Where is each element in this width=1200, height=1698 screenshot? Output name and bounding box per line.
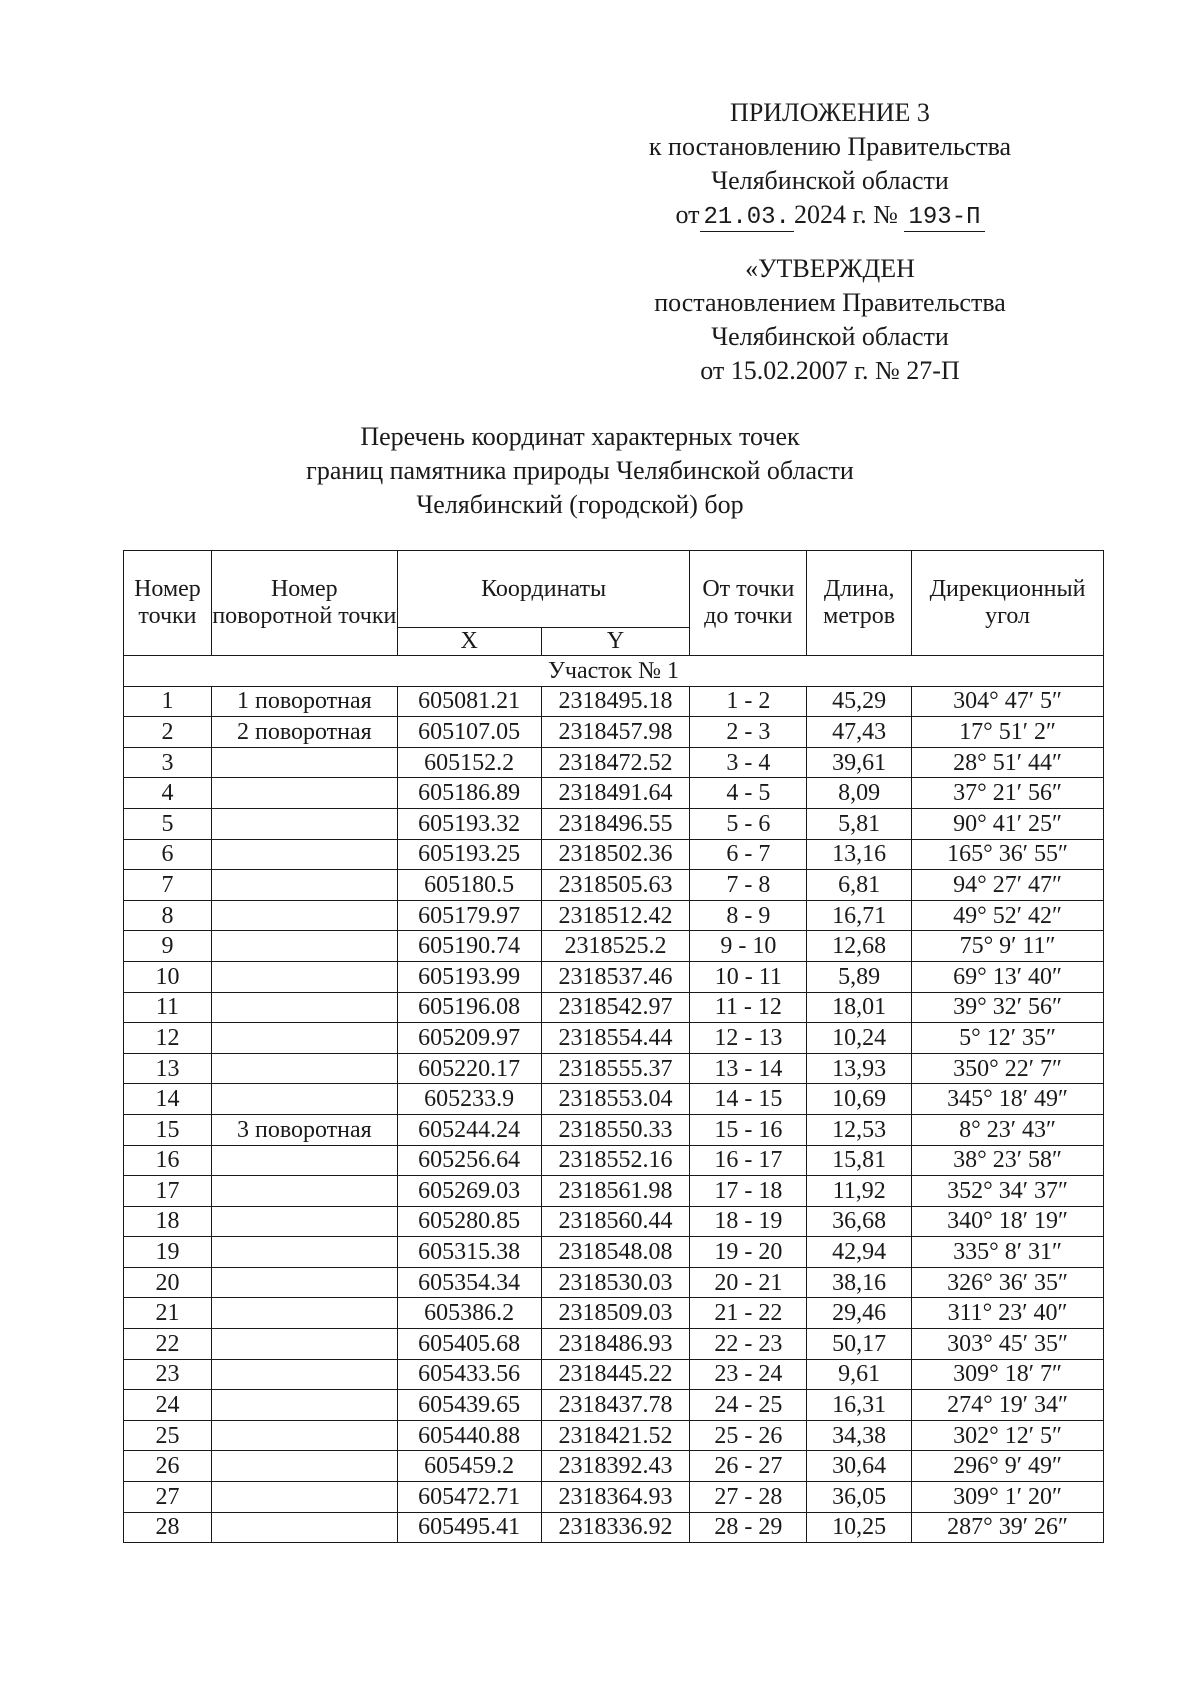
point-number-cell: 20: [124, 1267, 212, 1298]
title-line-1: Перечень координат характерных точек: [360, 422, 800, 451]
turn-point-cell: [211, 1237, 397, 1268]
length-cell: 39,61: [807, 747, 912, 778]
table-row: [124, 1329, 1104, 1360]
length-cell: 5,81: [807, 808, 912, 839]
turn-point-cell: [211, 1512, 397, 1543]
y-coordinate-cell: 2318336.92: [541, 1512, 690, 1543]
length-cell: 15,81: [807, 1145, 912, 1176]
approved-line-4: от 15.02.2007 г. № 27-П: [700, 356, 960, 385]
length-cell: 11,92: [807, 1176, 912, 1207]
segment-cell: 25 - 26: [690, 1420, 807, 1451]
x-coordinate-cell: 605179.97: [397, 900, 541, 931]
angle-cell: 296° 9′ 49″: [912, 1451, 1104, 1482]
x-coordinate-cell: 605196.08: [397, 992, 541, 1023]
turn-point-cell: [211, 1298, 397, 1329]
segment-cell: 21 - 22: [690, 1298, 807, 1329]
angle-cell: 287° 39′ 26″: [912, 1512, 1104, 1543]
approved-line-1: «УТВЕРЖДЕН: [745, 254, 915, 283]
angle-cell: 335° 8′ 31″: [912, 1237, 1104, 1268]
turn-point-cell: [211, 992, 397, 1023]
point-number-cell: 19: [124, 1237, 212, 1268]
y-coordinate-cell: 2318457.98: [541, 717, 690, 748]
y-coordinate-cell: 2318364.93: [541, 1482, 690, 1513]
turn-point-cell: [211, 1359, 397, 1390]
x-coordinate-cell: 605440.88: [397, 1420, 541, 1451]
turn-point-cell: [211, 808, 397, 839]
header-turn-point: Номер поворотной точки: [211, 551, 397, 656]
point-number-cell: 14: [124, 1084, 212, 1115]
header-angle: Дирекционный угол: [912, 551, 1104, 656]
x-coordinate-cell: 605354.34: [397, 1267, 541, 1298]
length-cell: 18,01: [807, 992, 912, 1023]
coordinates-table: [123, 550, 1104, 1543]
turn-point-cell: [211, 1176, 397, 1207]
y-coordinate-cell: 2318495.18: [541, 686, 690, 717]
segment-cell: 4 - 5: [690, 778, 807, 809]
table-row: [124, 870, 1104, 901]
turn-point-cell: [211, 1482, 397, 1513]
angle-cell: 39° 32′ 56″: [912, 992, 1104, 1023]
table-row: [124, 1451, 1104, 1482]
header-coordinates: Координаты: [397, 551, 690, 628]
y-coordinate-cell: 2318392.43: [541, 1451, 690, 1482]
segment-cell: 10 - 11: [690, 961, 807, 992]
y-coordinate-cell: 2318505.63: [541, 870, 690, 901]
y-coordinate-cell: 2318550.33: [541, 1114, 690, 1145]
x-coordinate-cell: 605186.89: [397, 778, 541, 809]
segment-cell: 23 - 24: [690, 1359, 807, 1390]
length-cell: 5,89: [807, 961, 912, 992]
point-number-cell: 6: [124, 839, 212, 870]
segment-cell: 11 - 12: [690, 992, 807, 1023]
x-coordinate-cell: 605220.17: [397, 1053, 541, 1084]
angle-cell: 49° 52′ 42″: [912, 900, 1104, 931]
length-cell: 42,94: [807, 1237, 912, 1268]
x-coordinate-cell: 605233.9: [397, 1084, 541, 1115]
segment-cell: 5 - 6: [690, 808, 807, 839]
length-cell: 34,38: [807, 1420, 912, 1451]
angle-cell: 340° 18′ 19″: [912, 1206, 1104, 1237]
length-cell: 9,61: [807, 1359, 912, 1390]
turn-point-cell: [211, 1267, 397, 1298]
y-coordinate-cell: 2318560.44: [541, 1206, 690, 1237]
turn-point-cell: 3 поворотная: [211, 1114, 397, 1145]
y-coordinate-cell: 2318553.04: [541, 1084, 690, 1115]
x-coordinate-cell: 605269.03: [397, 1176, 541, 1207]
angle-cell: 165° 36′ 55″: [912, 839, 1104, 870]
appendix-title: ПРИЛОЖЕНИЕ 3: [730, 98, 930, 127]
appendix-line-3: Челябинской области: [711, 166, 949, 195]
table-row: [124, 1176, 1104, 1207]
point-number-cell: 23: [124, 1359, 212, 1390]
typed-number: 193-П: [904, 204, 984, 232]
turn-point-cell: [211, 931, 397, 962]
length-cell: 10,25: [807, 1512, 912, 1543]
point-number-cell: 24: [124, 1390, 212, 1421]
turn-point-cell: [211, 778, 397, 809]
turn-point-cell: [211, 1023, 397, 1054]
segment-cell: 13 - 14: [690, 1053, 807, 1084]
segment-cell: 2 - 3: [690, 717, 807, 748]
turn-point-cell: [211, 1084, 397, 1115]
x-coordinate-cell: 605405.68: [397, 1329, 541, 1360]
point-number-cell: 21: [124, 1298, 212, 1329]
angle-cell: 311° 23′ 40″: [912, 1298, 1104, 1329]
table-row: [124, 1053, 1104, 1084]
length-cell: 16,71: [807, 900, 912, 931]
table-row: [124, 808, 1104, 839]
table-body: [124, 656, 1104, 1543]
x-coordinate-cell: 605386.2: [397, 1298, 541, 1329]
point-number-cell: 15: [124, 1114, 212, 1145]
point-number-cell: 25: [124, 1420, 212, 1451]
angle-cell: 302° 12′ 5″: [912, 1420, 1104, 1451]
x-coordinate-cell: 605193.25: [397, 839, 541, 870]
y-coordinate-cell: 2318486.93: [541, 1329, 690, 1360]
segment-cell: 1 - 2: [690, 686, 807, 717]
x-coordinate-cell: 605472.71: [397, 1482, 541, 1513]
y-coordinate-cell: 2318525.2: [541, 931, 690, 962]
y-coordinate-cell: 2318496.55: [541, 808, 690, 839]
table-row: [124, 1084, 1104, 1115]
x-coordinate-cell: 605193.32: [397, 808, 541, 839]
point-number-cell: 26: [124, 1451, 212, 1482]
segment-cell: 24 - 25: [690, 1390, 807, 1421]
segment-cell: 22 - 23: [690, 1329, 807, 1360]
segment-cell: 12 - 13: [690, 1023, 807, 1054]
header-point-number: Номер точки: [124, 551, 212, 656]
table-row: [124, 1023, 1104, 1054]
point-number-cell: 3: [124, 747, 212, 778]
angle-cell: 94° 27′ 47″: [912, 870, 1104, 901]
point-number-cell: 28: [124, 1512, 212, 1543]
segment-cell: 17 - 18: [690, 1176, 807, 1207]
angle-cell: 345° 18′ 49″: [912, 1084, 1104, 1115]
x-coordinate-cell: 605495.41: [397, 1512, 541, 1543]
table-row: [124, 1237, 1104, 1268]
table-row: [124, 1206, 1104, 1237]
turn-point-cell: [211, 1390, 397, 1421]
length-cell: 38,16: [807, 1267, 912, 1298]
length-cell: 47,43: [807, 717, 912, 748]
point-number-cell: 12: [124, 1023, 212, 1054]
turn-point-cell: [211, 961, 397, 992]
typed-date: 21.03.: [700, 204, 794, 232]
appendix-line-2: к постановлению Правительства: [648, 132, 1012, 161]
angle-cell: 326° 36′ 35″: [912, 1267, 1104, 1298]
turn-point-cell: [211, 1420, 397, 1451]
point-number-cell: 9: [124, 931, 212, 962]
turn-point-cell: [211, 1053, 397, 1084]
segment-cell: 27 - 28: [690, 1482, 807, 1513]
table-row: [124, 1359, 1104, 1390]
point-number-cell: 2: [124, 717, 212, 748]
table-row: [124, 1390, 1104, 1421]
x-coordinate-cell: 605439.65: [397, 1390, 541, 1421]
y-coordinate-cell: 2318502.36: [541, 839, 690, 870]
header-x: X: [397, 628, 541, 656]
table-row: [124, 839, 1104, 870]
angle-cell: 350° 22′ 7″: [912, 1053, 1104, 1084]
segment-cell: 28 - 29: [690, 1512, 807, 1543]
title-line-2: границ памятника природы Челябинской области: [306, 456, 854, 485]
angle-cell: 274° 19′ 34″: [912, 1390, 1104, 1421]
point-number-cell: 10: [124, 961, 212, 992]
y-coordinate-cell: 2318421.52: [541, 1420, 690, 1451]
x-coordinate-cell: 605209.97: [397, 1023, 541, 1054]
point-number-cell: 13: [124, 1053, 212, 1084]
y-coordinate-cell: 2318445.22: [541, 1359, 690, 1390]
length-cell: 10,24: [807, 1023, 912, 1054]
segment-cell: 3 - 4: [690, 747, 807, 778]
y-coordinate-cell: 2318512.42: [541, 900, 690, 931]
length-cell: 45,29: [807, 686, 912, 717]
x-coordinate-cell: 605315.38: [397, 1237, 541, 1268]
approved-line-2: постановлением Правительства: [654, 288, 1006, 317]
length-cell: 50,17: [807, 1329, 912, 1360]
y-coordinate-cell: 2318437.78: [541, 1390, 690, 1421]
table-row: [124, 1114, 1104, 1145]
title-line-3: Челябинский (городской) бор: [416, 490, 744, 519]
header-from-to: От точки до точки: [690, 551, 807, 656]
length-cell: 16,31: [807, 1390, 912, 1421]
approved-block: [600, 252, 1060, 388]
x-coordinate-cell: 605459.2: [397, 1451, 541, 1482]
turn-point-cell: [211, 1329, 397, 1360]
section-label: Участок № 1: [124, 656, 1104, 687]
length-cell: 12,68: [807, 931, 912, 962]
y-coordinate-cell: 2318472.52: [541, 747, 690, 778]
segment-cell: 9 - 10: [690, 931, 807, 962]
point-number-cell: 27: [124, 1482, 212, 1513]
turn-point-cell: [211, 900, 397, 931]
date-year: 2024 г. №: [793, 200, 898, 229]
turn-point-cell: [211, 870, 397, 901]
x-coordinate-cell: 605256.64: [397, 1145, 541, 1176]
point-number-cell: 5: [124, 808, 212, 839]
turn-point-cell: [211, 839, 397, 870]
point-number-cell: 17: [124, 1176, 212, 1207]
length-cell: 36,68: [807, 1206, 912, 1237]
table-row: [124, 1145, 1104, 1176]
approved-line-3: Челябинской области: [711, 322, 949, 351]
table-row: [124, 1420, 1104, 1451]
turn-point-cell: [211, 747, 397, 778]
x-coordinate-cell: 605193.99: [397, 961, 541, 992]
point-number-cell: 7: [124, 870, 212, 901]
angle-cell: 8° 23′ 43″: [912, 1114, 1104, 1145]
angle-cell: 90° 41′ 25″: [912, 808, 1104, 839]
x-coordinate-cell: 605190.74: [397, 931, 541, 962]
angle-cell: 37° 21′ 56″: [912, 778, 1104, 809]
point-number-cell: 22: [124, 1329, 212, 1360]
point-number-cell: 1: [124, 686, 212, 717]
table-row: [124, 900, 1104, 931]
turn-point-cell: [211, 1145, 397, 1176]
angle-cell: 38° 23′ 58″: [912, 1145, 1104, 1176]
table-row: [124, 961, 1104, 992]
table-row: [124, 686, 1104, 717]
y-coordinate-cell: 2318491.64: [541, 778, 690, 809]
table-row: [124, 992, 1104, 1023]
segment-cell: 18 - 19: [690, 1206, 807, 1237]
segment-cell: 15 - 16: [690, 1114, 807, 1145]
y-coordinate-cell: 2318530.03: [541, 1267, 690, 1298]
y-coordinate-cell: 2318509.03: [541, 1298, 690, 1329]
turn-point-cell: [211, 1206, 397, 1237]
angle-cell: 304° 47′ 5″: [912, 686, 1104, 717]
length-cell: 13,16: [807, 839, 912, 870]
segment-cell: 7 - 8: [690, 870, 807, 901]
y-coordinate-cell: 2318554.44: [541, 1023, 690, 1054]
angle-cell: 309° 1′ 20″: [912, 1482, 1104, 1513]
length-cell: 10,69: [807, 1084, 912, 1115]
x-coordinate-cell: 605107.05: [397, 717, 541, 748]
length-cell: 36,05: [807, 1482, 912, 1513]
segment-cell: 6 - 7: [690, 839, 807, 870]
x-coordinate-cell: 605152.2: [397, 747, 541, 778]
segment-cell: 8 - 9: [690, 900, 807, 931]
table-row: [124, 931, 1104, 962]
x-coordinate-cell: 605433.56: [397, 1359, 541, 1390]
y-coordinate-cell: 2318542.97: [541, 992, 690, 1023]
length-cell: 13,93: [807, 1053, 912, 1084]
point-number-cell: 16: [124, 1145, 212, 1176]
table-row: [124, 1482, 1104, 1513]
y-coordinate-cell: 2318561.98: [541, 1176, 690, 1207]
segment-cell: 16 - 17: [690, 1145, 807, 1176]
angle-cell: 5° 12′ 35″: [912, 1023, 1104, 1054]
point-number-cell: 4: [124, 778, 212, 809]
point-number-cell: 18: [124, 1206, 212, 1237]
table-row: [124, 778, 1104, 809]
length-cell: 6,81: [807, 870, 912, 901]
document-title: [250, 420, 910, 522]
angle-cell: 309° 18′ 7″: [912, 1359, 1104, 1390]
angle-cell: 303° 45′ 35″: [912, 1329, 1104, 1360]
section-row: [124, 656, 1104, 687]
point-number-cell: 11: [124, 992, 212, 1023]
point-number-cell: 8: [124, 900, 212, 931]
table-row: [124, 1298, 1104, 1329]
segment-cell: 26 - 27: [690, 1451, 807, 1482]
length-cell: 29,46: [807, 1298, 912, 1329]
angle-cell: 352° 34′ 37″: [912, 1176, 1104, 1207]
turn-point-cell: 1 поворотная: [211, 686, 397, 717]
x-coordinate-cell: 605244.24: [397, 1114, 541, 1145]
angle-cell: 69° 13′ 40″: [912, 961, 1104, 992]
length-cell: 8,09: [807, 778, 912, 809]
header-length: Длина, метров: [807, 551, 912, 656]
x-coordinate-cell: 605081.21: [397, 686, 541, 717]
y-coordinate-cell: 2318537.46: [541, 961, 690, 992]
table-row: [124, 1267, 1104, 1298]
angle-cell: 17° 51′ 2″: [912, 717, 1104, 748]
appendix-header: [600, 96, 1060, 235]
y-coordinate-cell: 2318552.16: [541, 1145, 690, 1176]
segment-cell: 19 - 20: [690, 1237, 807, 1268]
appendix-date-line: [600, 198, 1060, 235]
table-row: [124, 717, 1104, 748]
x-coordinate-cell: 605280.85: [397, 1206, 541, 1237]
x-coordinate-cell: 605180.5: [397, 870, 541, 901]
table-row: [124, 747, 1104, 778]
y-coordinate-cell: 2318548.08: [541, 1237, 690, 1268]
header-y: Y: [541, 628, 690, 656]
turn-point-cell: [211, 1451, 397, 1482]
angle-cell: 28° 51′ 44″: [912, 747, 1104, 778]
y-coordinate-cell: 2318555.37: [541, 1053, 690, 1084]
turn-point-cell: 2 поворотная: [211, 717, 397, 748]
table-row: [124, 1512, 1104, 1543]
length-cell: 30,64: [807, 1451, 912, 1482]
segment-cell: 20 - 21: [690, 1267, 807, 1298]
angle-cell: 75° 9′ 11″: [912, 931, 1104, 962]
length-cell: 12,53: [807, 1114, 912, 1145]
date-prefix: от: [675, 200, 700, 229]
segment-cell: 14 - 15: [690, 1084, 807, 1115]
